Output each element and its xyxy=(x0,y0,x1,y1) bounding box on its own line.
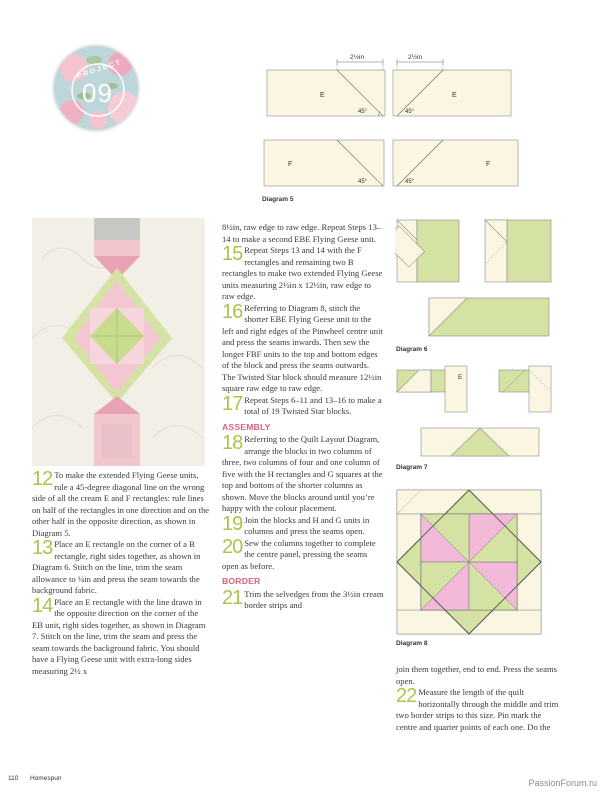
step-number: 21 xyxy=(222,586,243,609)
step-text: Place an E rectangle with the line drawn in the opposite direction on the corner of the EB unit, right sides together, as shown in Diagram 7. Stitch on the line, trim the seam and press the seam towards the background fabric. You should have a Flying Geese unit with extra-long sides measuring 2½ x xyxy=(32,596,206,676)
svg-text:45°: 45° xyxy=(405,109,415,115)
diagram-5 xyxy=(262,52,522,192)
step-text: Measure the length of the quilt horizontally through the middle and trim two border strips to this size. Pin mark the centre and quarter points of each one. Do the xyxy=(396,687,559,732)
assembly-heading: ASSEMBLY xyxy=(222,421,271,432)
watermark: PassionForum.ru xyxy=(528,778,597,788)
badge-label: PROJECT xyxy=(76,58,123,81)
step-number: 19 xyxy=(222,512,243,535)
step-20 xyxy=(222,535,384,573)
quilt-block-photo xyxy=(32,218,205,466)
step-14 xyxy=(32,594,210,678)
step-text: Join the blocks and H and G units in columns and press the seams open. xyxy=(244,514,370,536)
continued-text: join them together, end to end. Press the seams open. xyxy=(396,664,557,686)
page-number: 110 xyxy=(8,775,19,782)
step-22 xyxy=(396,687,564,733)
step-number: 17 xyxy=(222,392,243,415)
diagram5-letter-e: E xyxy=(320,92,325,99)
step-16 xyxy=(222,300,384,395)
diagram7-caption: Diagram 7 xyxy=(396,464,428,471)
svg-text:45°: 45° xyxy=(405,179,415,185)
diagram5-measure-label: 2½in xyxy=(350,54,365,61)
step-number: 15 xyxy=(222,243,243,265)
step-text: Referring to Diagram 8, stitch the shorter EBE Flying Geese unit to the left and right edges of the Pinwheel centre unit and press the seams inwards. Then sew the longer FBF units to the top and bottom edges of the block and press the seams outwards. The Twisted Star block should measure 12½in square raw edge to raw edge. xyxy=(222,302,383,393)
step-17 xyxy=(222,392,384,418)
step-number: 22 xyxy=(396,685,417,707)
step-15 xyxy=(222,245,384,303)
continued-text: 8½in, raw edge to raw edge. Repeat Steps 13–14 to make a second EBE Flying Geese unit. xyxy=(222,222,382,244)
text-column-2 xyxy=(222,222,384,612)
step-18 xyxy=(222,434,384,515)
text-column-3 xyxy=(396,664,564,733)
diagram5-angle-label: 45° xyxy=(358,109,368,115)
step-number: 16 xyxy=(222,300,243,323)
svg-text:45°: 45° xyxy=(358,179,368,185)
diagram8-caption: Diagram 8 xyxy=(396,640,428,647)
step-text: To make the extended Flying Geese units, rule a 45-degree diagonal line on the wrong side of all the cream E and F rectangles: rule lines on half of the rectangles in one direction and on the other half in the opposite direction, as shown in Diagram 5. xyxy=(32,470,210,538)
diagram5-rect-e-left xyxy=(267,70,385,116)
step-number: 12 xyxy=(32,468,53,490)
svg-text:2½in: 2½in xyxy=(408,54,423,61)
step-text: Referring to the Quilt Layout Diagram, arrange the blocks in two columns of three, two columns of four and one column of five with the H rectangles and G squares at the top and bottom of the shorter columns as shown. Move the blocks around until you’re happy with the colour placement. xyxy=(222,434,383,513)
step-13 xyxy=(32,539,210,597)
svg-text:F: F xyxy=(486,161,491,168)
diagram5-letter-f: F xyxy=(288,161,293,168)
step-19 xyxy=(222,512,384,538)
diagram7-letter-e: E xyxy=(458,374,463,381)
step-number: 18 xyxy=(222,432,243,454)
diagram-8 xyxy=(395,488,545,636)
step-number: 14 xyxy=(32,594,53,617)
step-12 xyxy=(32,470,210,539)
step-number: 13 xyxy=(32,537,53,559)
badge-number: 09 xyxy=(82,78,113,108)
step-text: Trim the selvedges from the 3½in cream border strips and xyxy=(244,588,384,610)
diagram6-caption: Diagram 6 xyxy=(396,346,428,353)
text-column-1 xyxy=(32,470,210,677)
step-text: Repeat Steps 13 and 14 with the F rectangles and remaining two B rectangles to make two extended Flying Geese units measuring 2½in x 12½in, raw edge to raw edge. xyxy=(222,245,383,301)
step-text: Place an E rectangle on the corner of a B rectangle, right sides together, as shown in Diagram 6. Stitch on the line, trim the seam allowance to ¼in and press the seam towards the background fabric. xyxy=(32,539,201,595)
project-badge xyxy=(52,44,140,132)
step-number: 20 xyxy=(222,535,243,558)
diagram-6 xyxy=(395,216,555,342)
step-21 xyxy=(222,586,384,612)
diagram-7 xyxy=(395,364,555,458)
svg-text:E: E xyxy=(452,92,457,99)
magazine-name: Homespun xyxy=(30,775,62,782)
diagram5-caption: Diagram 5 xyxy=(262,196,294,203)
step-text: Sew the columns together to complete the centre panel, pressing the seams open as before. xyxy=(222,537,376,571)
step-text: Repeat Steps 6–11 and 13–16 to make a total of 19 Twisted Star blocks. xyxy=(244,394,382,416)
border-heading: BORDER xyxy=(222,576,261,586)
